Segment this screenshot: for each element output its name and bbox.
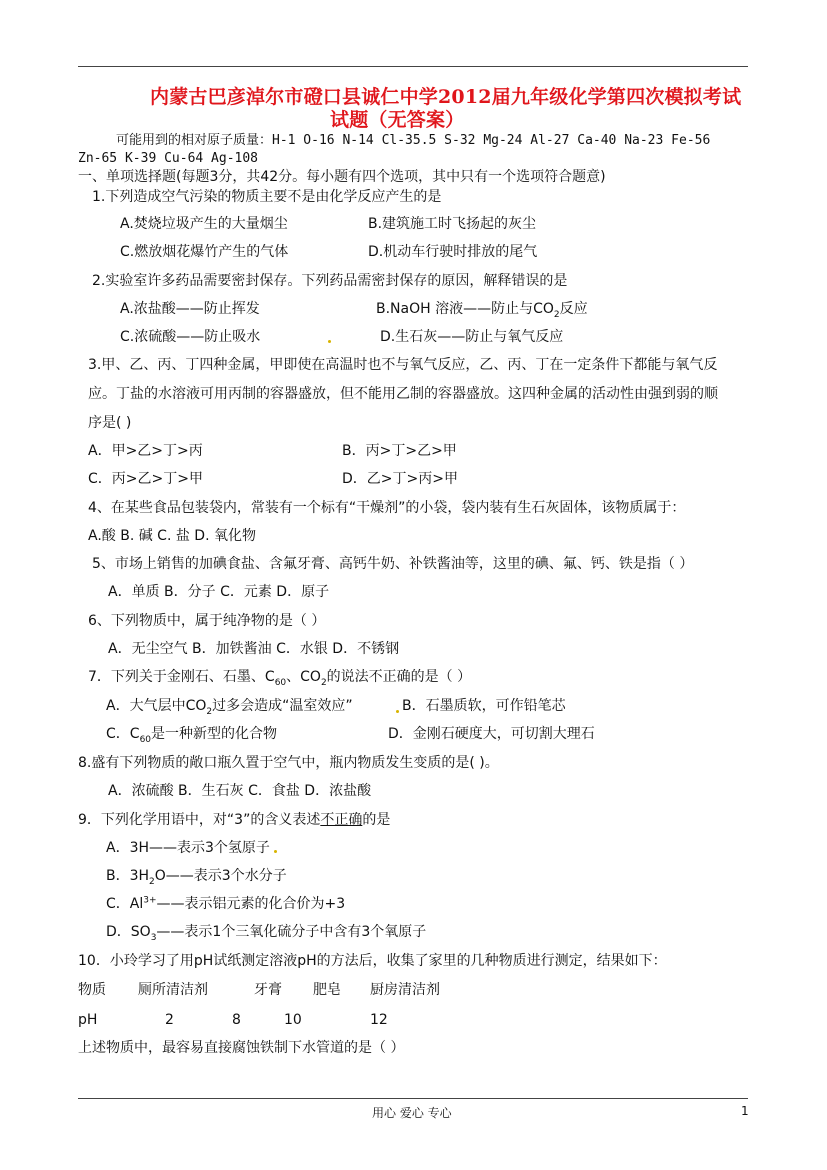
atomic-masses-line1: 可能用到的相对原子质量：H-1 O-16 N-14 Cl-35.5 S-32 Mg-24 Al-27 Ca-40 Na-23 Fe-56	[116, 133, 711, 148]
q2-option-b: B.NaOH 溶液——防止与$CO_2$反应	[376, 301, 588, 320]
ph-table-cell: 8	[232, 1012, 241, 1028]
ph-table-header-cell: 物质	[78, 982, 106, 998]
q10-stem: 10．小玲学习了用pH试纸测定溶液pH的方法后，收集了家里的几种物质进行测定，结果如下：	[78, 953, 667, 969]
ph-table-cell: 12	[370, 1012, 388, 1028]
ph-table-header-cell: 牙膏	[254, 982, 282, 998]
q6-stem: 6、下列物质中，属于纯净物的是（ ）	[88, 613, 326, 629]
section-heading: 一、单项选择题(每题3分，共42分。每小题有四个选项，其中只有一个选项符合题意)	[78, 169, 606, 185]
q3-option-a: A．甲>乙>丁>丙	[88, 443, 203, 459]
ph-table-cell: 2	[165, 1012, 174, 1028]
q2-stem: 2.实验室许多药品需要密封保存。下列药品需密封保存的原因，解释错误的是	[92, 273, 568, 289]
q10-question: 上述物质中，最容易直接腐蚀铁制下水管道的是（ ）	[78, 1040, 405, 1056]
stray-mark	[274, 850, 277, 853]
q7-option-d: D．金刚石硬度大，可切割大理石	[388, 726, 595, 742]
exam-title-line1: 内蒙古巴彦淖尔市磴口县诚仁中学2012届九年级化学第四次模拟考试	[150, 86, 742, 108]
q3-stem-line3: 序是( )	[88, 415, 132, 431]
q2-option-d: D.生石灰——防止与氧气反应	[380, 329, 564, 345]
q2-option-a: A.浓盐酸——防止挥发	[120, 301, 260, 317]
page-number: 1	[741, 1104, 749, 1118]
ph-table-cell: pH	[78, 1012, 98, 1028]
footer-rule	[78, 1098, 748, 1099]
q9-option-b: B．$3H_2O——$表示3个水分子	[106, 868, 287, 887]
stray-mark	[396, 710, 399, 713]
q2-option-c: C.浓硫酸——防止吸水	[120, 329, 261, 345]
ph-table-header-cell: 厨房清洁剂	[370, 982, 440, 998]
q5-stem: 5、市场上销售的加碘食盐、含氟牙膏、高钙牛奶、补铁酱油等，这里的碘、氟、钙、铁是指（ ）	[92, 556, 694, 572]
q1-stem: 1.下列造成空气污染的物质主要不是由化学反应产生的是	[92, 189, 442, 205]
q6-options: A．无尘空气 B．加铁酱油 C．水银 D．不锈钢	[108, 641, 400, 657]
q5-options: A．单质 B．分子 C．元素 D．原子	[108, 584, 330, 600]
ph-table-header-cell: 肥皂	[313, 982, 341, 998]
q8-options: A．浓硫酸 B．生石灰 C．食盐 D．浓盐酸	[108, 783, 372, 799]
footer-slogan: 用心 爱心 专心	[372, 1106, 452, 1120]
ph-table-header-cell: 厕所清洁剂	[138, 982, 208, 998]
q3-stem-line1: 3.甲、乙、丙、丁四种金属，甲即使在高温时也不与氧气反应，乙、丙、丁在一定条件下都能与氧气反	[88, 357, 718, 373]
q9-option-d: D．$SO_3——$表示1个三氧化硫分子中含有3个氧原子	[106, 924, 427, 943]
q9-stem: 9．下列化学用语中，对“3”的含义表述不正确的是	[78, 812, 391, 828]
header-rule	[78, 66, 748, 67]
q4-options: A.酸 B. 碱 C. 盐 D. 氧化物	[88, 528, 256, 544]
q1-option-c: C.燃放烟花爆竹产生的气体	[120, 244, 289, 260]
ph-table-cell: 10	[284, 1012, 302, 1028]
q7-option-a: A．大气层中$CO_2$过多会造成“温室效应”	[106, 698, 353, 717]
exam-title-line2: 试题（无答案）	[330, 109, 465, 131]
q7-stem: 7．下列关于金刚石、石墨、$C_{60}$、$CO_2$的说法不正确的是（ ）	[88, 669, 472, 688]
stray-mark	[328, 340, 331, 343]
q9-option-a: A．3H——表示3个氢原子	[106, 840, 270, 856]
q3-option-b: B．丙>丁>乙>甲	[342, 443, 457, 459]
q7-option-c: C．$C_{60}$是一种新型的化合物	[106, 726, 278, 745]
q4-stem: 4、在某些食品包装袋内，常装有一个标有“干燥剂”的小袋，袋内装有生石灰固体，该物质属于：	[88, 500, 686, 516]
q1-option-a: A.焚烧垃圾产生的大量烟尘	[120, 216, 288, 232]
q1-option-b: B.建筑施工时飞扬起的灰尘	[368, 216, 537, 232]
q9-option-c: C．$Al^{3+}——$表示铝元素的化合价为+3	[106, 895, 346, 912]
q1-option-d: D.机动车行驶时排放的尾气	[368, 244, 538, 260]
atomic-masses-line2: Zn-65 K-39 Cu-64 Ag-108	[78, 151, 259, 166]
q3-stem-line2: 应。丁盐的水溶液可用丙制的容器盛放，但不能用乙制的容器盛放。这四种金属的活动性由强到弱的顺	[88, 386, 718, 402]
q8-stem: 8.盛有下列物质的敞口瓶久置于空气中，瓶内物质发生变质的是( )。	[78, 755, 499, 771]
q3-option-d: D．乙>丁>丙>甲	[342, 471, 458, 487]
q3-option-c: C．丙>乙>丁>甲	[88, 471, 203, 487]
q7-option-b: B．石墨质软，可作铅笔芯	[402, 698, 566, 714]
